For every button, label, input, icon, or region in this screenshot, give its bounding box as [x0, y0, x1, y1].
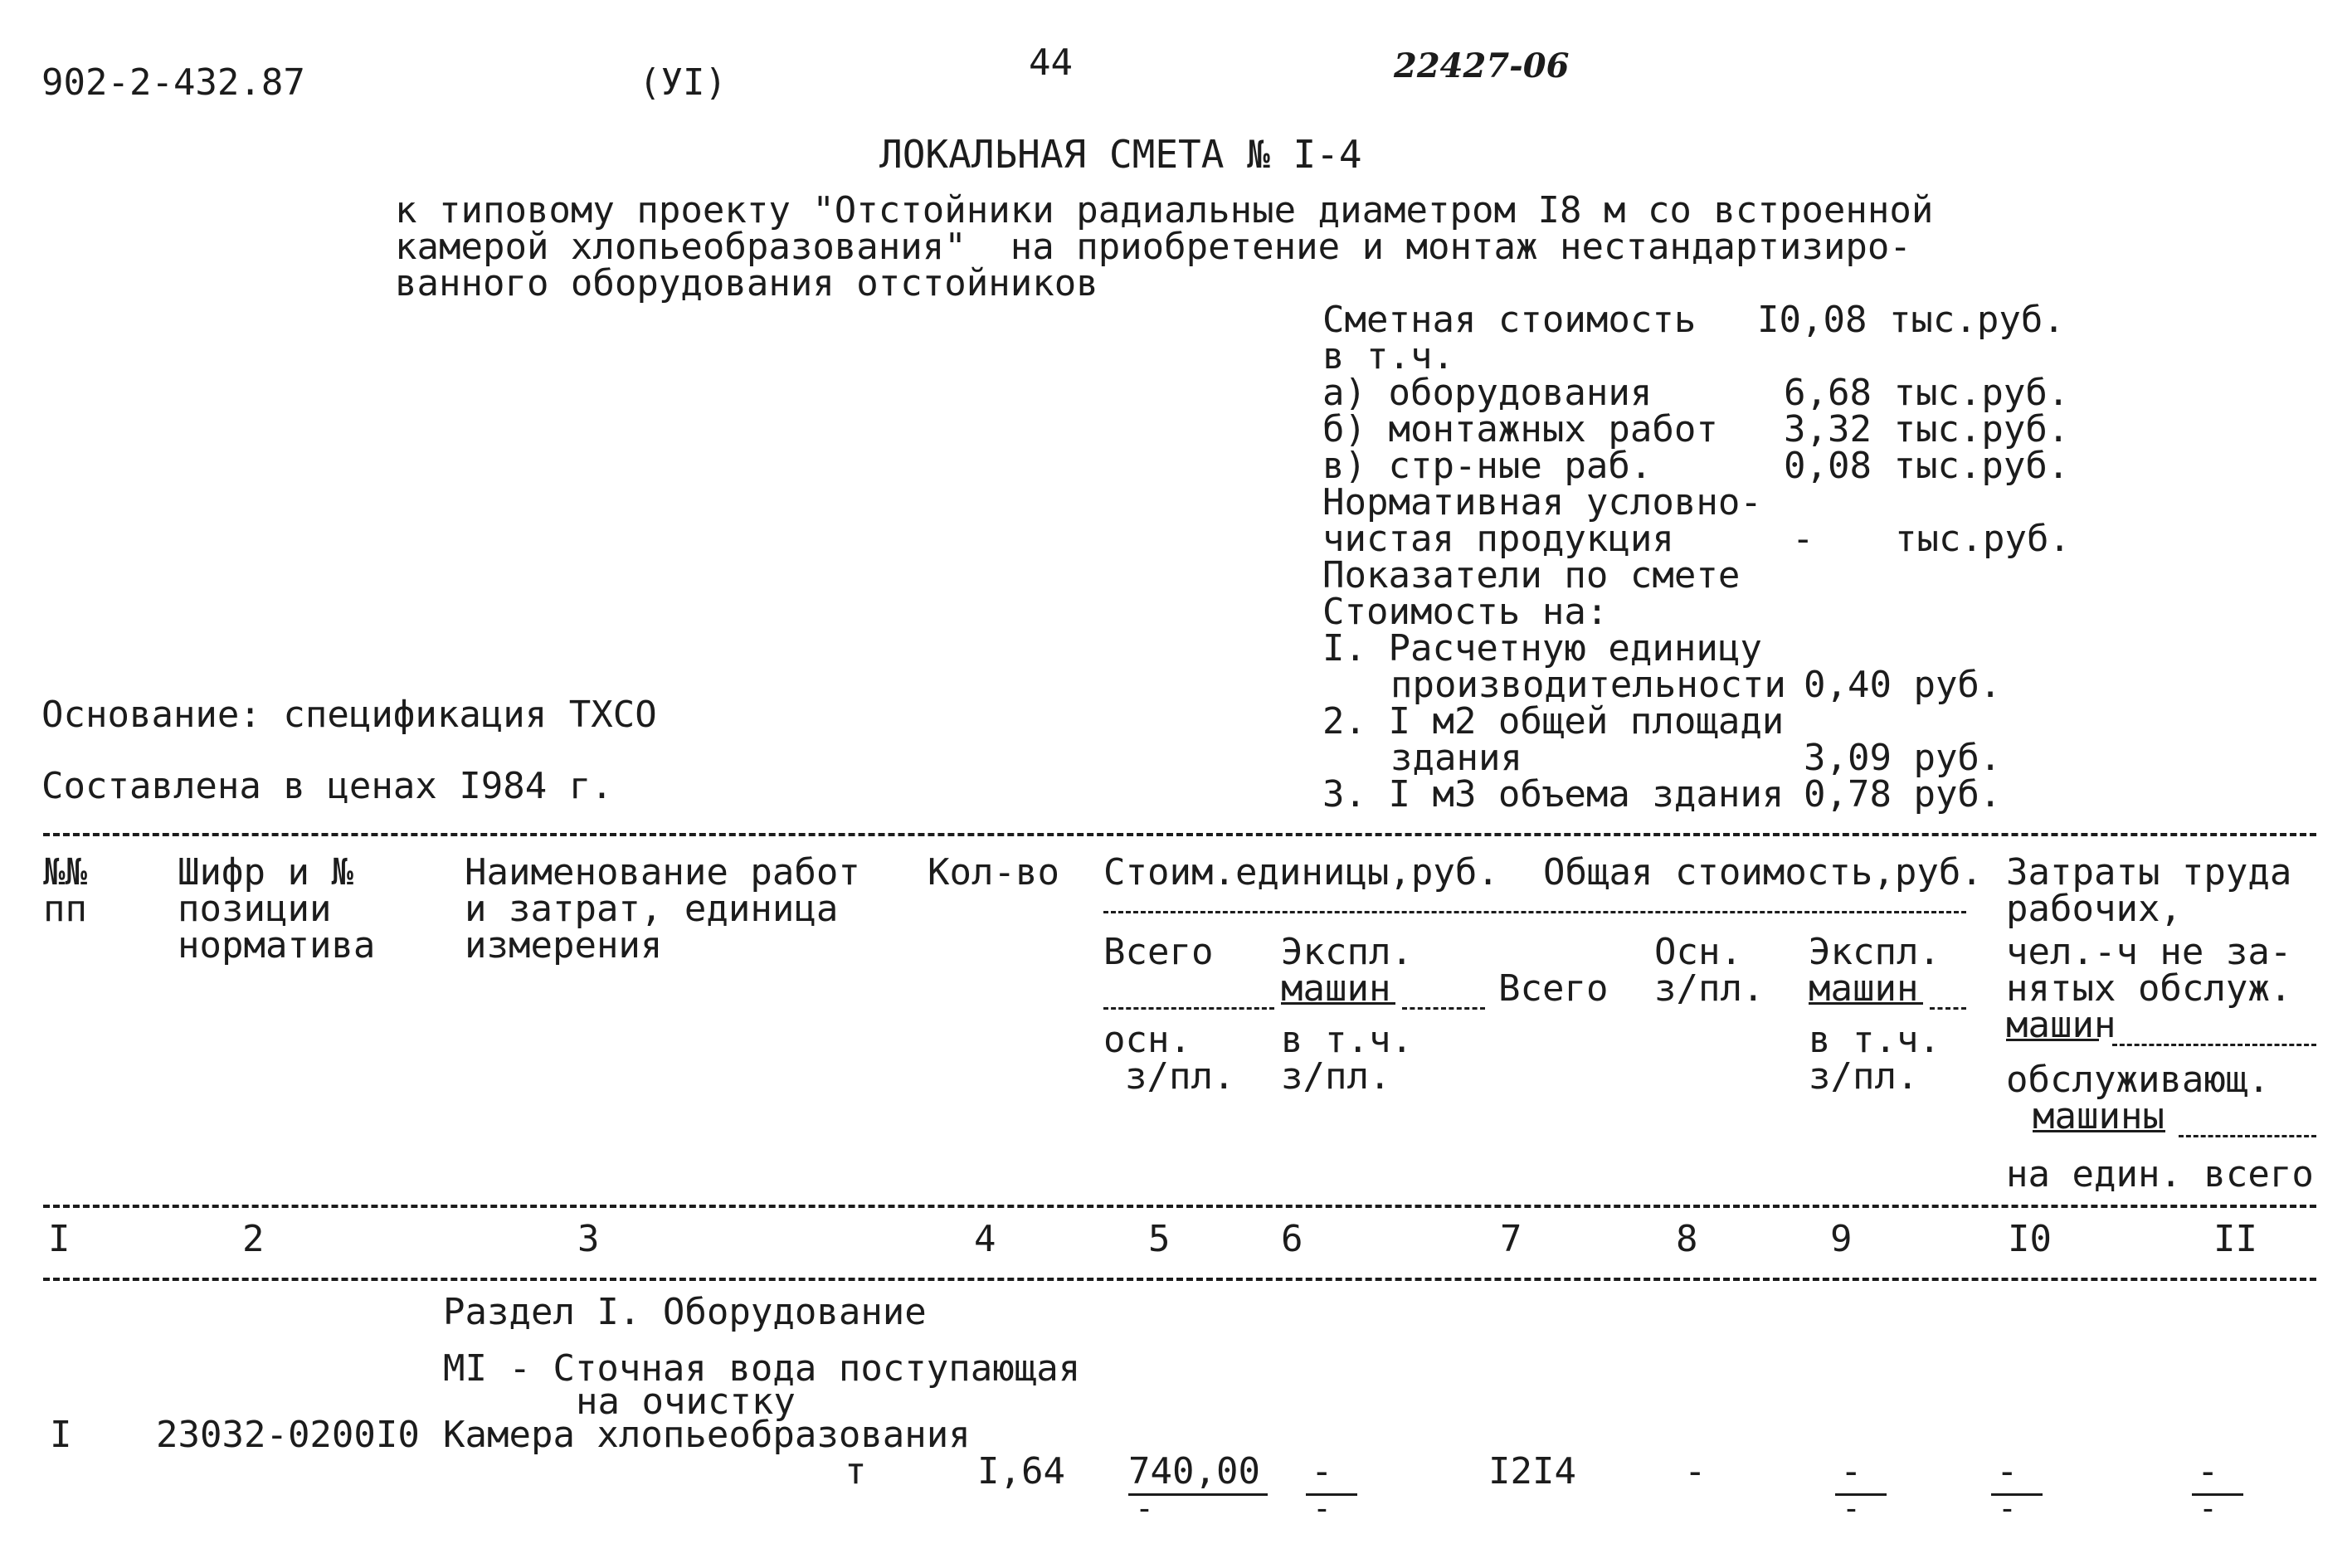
- row-unit-expl-below: -: [1312, 1490, 1332, 1527]
- header-col-2-line-3: норматива: [178, 924, 376, 967]
- subtitle-line-1: к типовому проекту "Отстойники радиальные диаметром I8 м со встроенной: [395, 189, 1934, 231]
- header-cost-divider: [1103, 911, 1966, 913]
- header-unit-osn-line-2: з/пл.: [1125, 1055, 1235, 1098]
- indicators-label: Показатели по смете: [1322, 554, 1741, 597]
- subtitle-line-3: ванного оборудования отстойников: [395, 262, 1098, 304]
- row-labor-unit-below: -: [1998, 1490, 2017, 1527]
- cost-value: I0,08 тыс.руб.: [1757, 299, 2065, 341]
- header-total-expl-line-2: машин: [1809, 967, 1919, 1010]
- row-name: Камера хлопьеобразования: [443, 1414, 971, 1456]
- mounting-label: б) монтажных работ: [1322, 408, 1718, 450]
- document-code: 902-2-432.87: [41, 61, 305, 104]
- header-unit-incl-line-1: в т.ч.: [1281, 1019, 1413, 1061]
- header-labor-line-4: нятых обслуж.: [2006, 967, 2292, 1010]
- header-col-2-line-2: позиции: [178, 888, 332, 930]
- header-col-4: Кол-во: [928, 851, 1059, 894]
- header-unit-expl-underline: [1281, 1002, 1395, 1005]
- header-total-expl-divider: [1930, 1007, 1966, 1010]
- row-total: I2I4: [1488, 1450, 1576, 1493]
- row-labor-total-below: -: [2199, 1490, 2218, 1527]
- mounting-value: 3,32 тыс.руб.: [1784, 408, 2070, 450]
- column-number: 5: [1148, 1218, 1171, 1260]
- estimate-title: ЛОКАЛЬНАЯ СМЕТА № I-4: [879, 132, 1362, 177]
- construction-value: 0,08 тыс.руб.: [1784, 445, 2070, 487]
- table-top-rule: [43, 833, 2316, 836]
- header-total-cost: Общая стоимость,руб.: [1543, 851, 1983, 894]
- header-unit-osn-line-1: осн.: [1103, 1019, 1191, 1061]
- normative-label-line-1: Нормативная условно-: [1322, 481, 1762, 523]
- indicator-2-value: 3,09 руб.: [1804, 737, 2002, 779]
- construction-label: в) стр-ные раб.: [1322, 445, 1653, 487]
- header-labor-line-1: Затраты труда: [2006, 851, 2292, 894]
- row-total-expl-below: -: [1842, 1490, 1861, 1527]
- header-labor-line-6: обслуживающ.: [2006, 1059, 2270, 1101]
- subsection-title-line-1: МI - Сточная вода поступающая: [443, 1347, 1081, 1390]
- header-labor-underline-1: [2006, 1039, 2099, 1041]
- header-total-incl-line-1: в т.ч.: [1809, 1019, 1941, 1061]
- header-col-3-line-1: Наименование работ: [465, 851, 860, 894]
- row-number: I: [50, 1414, 72, 1456]
- page-number: 44: [1029, 41, 1073, 84]
- column-numbers-bottom-rule: [43, 1278, 2316, 1281]
- header-col-2-line-1: Шифр и №: [178, 851, 353, 894]
- including-label: в т.ч.: [1322, 335, 1454, 377]
- normative-value: -: [1792, 518, 1814, 560]
- indicator-1-line-2: производительности: [1390, 664, 1786, 706]
- cost-per-label: Стоимость на:: [1322, 591, 1609, 633]
- header-unit-cost: Стоим.единицы,руб.: [1103, 851, 1499, 894]
- normative-unit: тыс.руб.: [1895, 518, 2071, 560]
- column-number: 3: [577, 1218, 600, 1260]
- row-unit-total: 740,00: [1128, 1450, 1260, 1493]
- subsection-title-line-2: на очистку: [576, 1381, 796, 1423]
- row-labor-total: -: [2197, 1450, 2219, 1493]
- indicator-3-value: 0,78 руб.: [1804, 773, 2002, 816]
- header-unit-sub-divider-2: [1402, 1007, 1485, 1010]
- volume-number: (УI): [639, 61, 727, 104]
- row-quantity: I,64: [977, 1450, 1065, 1493]
- header-total-osn-line-2: з/пл.: [1654, 967, 1765, 1010]
- prices-year-note: Составлена в ценах I984 г.: [41, 765, 613, 807]
- handwritten-number: 22427-06: [1394, 46, 1570, 85]
- section-title: Раздел I. Оборудование: [443, 1291, 927, 1333]
- header-col-3-line-3: измерения: [465, 924, 663, 967]
- header-labor-line-3: чел.-ч не за-: [2006, 931, 2292, 973]
- subtitle-line-2: камерой хлопьеобразования" на приобретение и монтаж нестандартизиро-: [395, 226, 1911, 268]
- header-unit-total: Всего: [1103, 931, 1214, 973]
- normative-label-line-2: чистая продукция: [1322, 518, 1674, 560]
- header-labor-divider-2: [2179, 1135, 2316, 1137]
- equipment-value: 6,68 тыс.руб.: [1784, 372, 2070, 414]
- header-total-expl-underline: [1809, 1002, 1923, 1005]
- column-number: I: [48, 1218, 71, 1260]
- indicator-3-line-1: 3. I м3 объема здания: [1322, 773, 1785, 816]
- equipment-label: а) оборудования: [1322, 372, 1653, 414]
- column-number: 7: [1500, 1218, 1522, 1260]
- header-labor-line-5: машин: [2006, 1004, 2116, 1046]
- cost-label: Сметная стоимость: [1322, 299, 1697, 341]
- header-labor-line-8: на един. всего: [2006, 1153, 2314, 1195]
- header-col-1-line-2: пп: [43, 888, 87, 930]
- header-unit-incl-line-2: з/пл.: [1281, 1055, 1391, 1098]
- row-unit-expl: -: [1311, 1450, 1333, 1493]
- indicator-2-line-1: 2. I м2 общей площади: [1322, 700, 1785, 743]
- column-number: 9: [1830, 1218, 1853, 1260]
- header-labor-line-7: машины: [2033, 1095, 2165, 1137]
- row-unit: т: [845, 1450, 867, 1493]
- column-number: 8: [1676, 1218, 1698, 1260]
- basis-note: Основание: спецификация ТХСО: [41, 694, 657, 736]
- indicator-1-value: 0,40 руб.: [1804, 664, 2002, 706]
- column-number: 4: [974, 1218, 996, 1260]
- header-total-all: Всего: [1498, 967, 1609, 1010]
- row-unit-total-below: -: [1135, 1490, 1154, 1527]
- column-number: I0: [2008, 1218, 2052, 1260]
- header-col-3-line-2: и затрат, единица: [465, 888, 839, 930]
- indicator-2-line-2: здания: [1390, 737, 1522, 779]
- row-total-osn: -: [1684, 1450, 1707, 1493]
- column-number: II: [2213, 1218, 2257, 1260]
- row-total-expl: -: [1840, 1450, 1863, 1493]
- header-total-incl-line-2: з/пл.: [1809, 1055, 1919, 1098]
- header-labor-divider-1: [2112, 1044, 2316, 1046]
- row-labor-unit: -: [1996, 1450, 2018, 1493]
- header-bottom-rule: [43, 1205, 2316, 1208]
- column-number: 6: [1281, 1218, 1303, 1260]
- header-labor-underline-2: [2033, 1130, 2165, 1132]
- indicator-1-line-1: I. Расчетную единицу: [1322, 627, 1762, 670]
- header-total-expl-line-1: Экспл.: [1809, 931, 1941, 973]
- column-number: 2: [242, 1218, 265, 1260]
- header-unit-sub-divider: [1103, 1007, 1274, 1010]
- header-col-1-line-1: №№: [43, 851, 87, 894]
- header-unit-expl-line-2: машин: [1281, 967, 1391, 1010]
- header-total-osn-line-1: Осн.: [1654, 931, 1742, 973]
- header-unit-expl-line-1: Экспл.: [1281, 931, 1413, 973]
- header-labor-line-2: рабочих,: [2006, 888, 2182, 930]
- row-code: 23032-0200I0: [156, 1414, 420, 1456]
